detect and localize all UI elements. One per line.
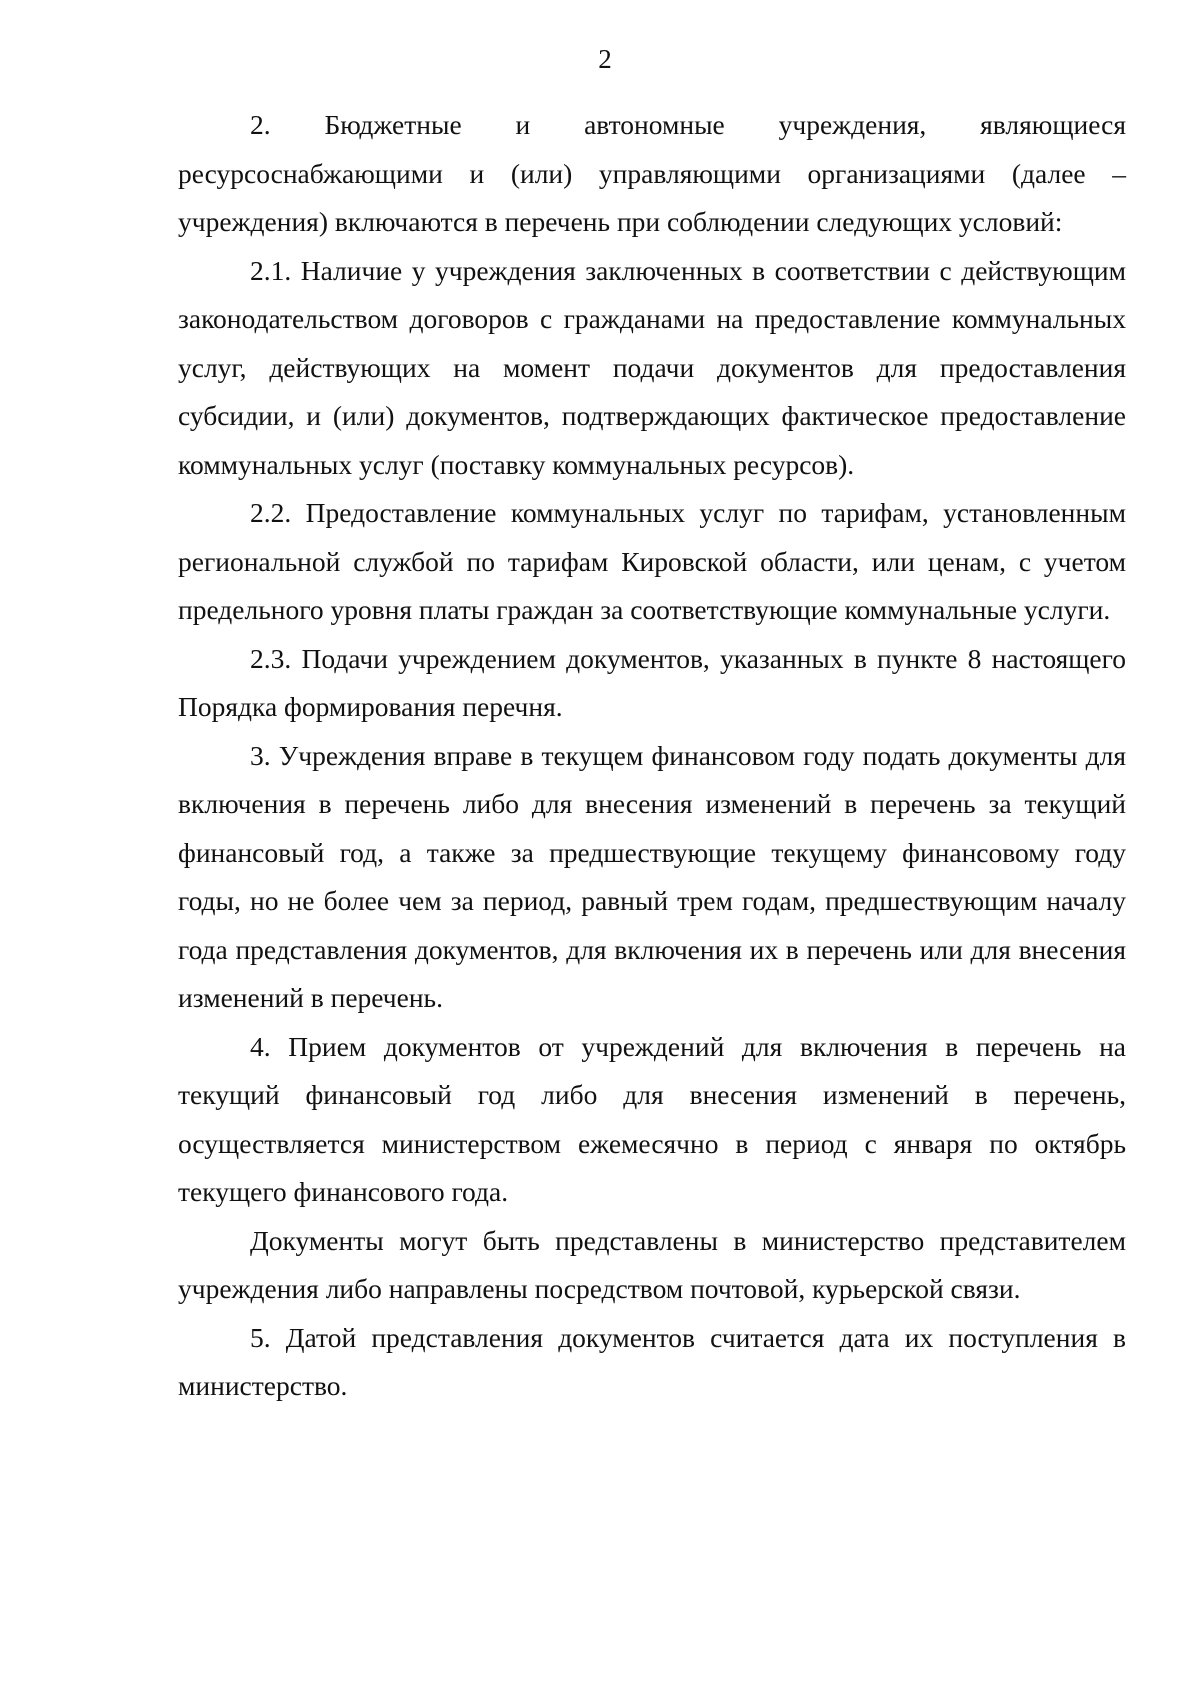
page-number: 2	[598, 44, 612, 74]
paragraph-4: 4. Прием документов от учреждений для включения в перечень на текущий финансовый год либо для внесения изменений в перечень, осуществляется министерством ежемесячно в период с января по октябрь текущего финансового года.	[178, 1030, 1126, 1207]
paragraph-2-1: 2.1. Наличие у учреждения заключенных в соответствии с действующим законодательством договоров с гражданами на предоставление коммунальных услуг, действующих на момент подачи документов для предоставления субсидии, и (или) документов, подтверждающих фактическое предоставление коммунальных услуг (поставку коммунальных ресурсов).	[178, 254, 1126, 480]
paragraph-5: 5. Датой представления документов считается дата их поступления в министерство.	[178, 1321, 1126, 1401]
paragraph-2-2: 2.2. Предоставление коммунальных услуг по тарифам, установленным региональной службой по тарифам Кировской области, или ценам, с учетом предельного уровня платы граждан за соответствующие коммунальные услуги.	[178, 497, 1126, 625]
document-body	[178, 101, 1126, 1411]
paragraph-3: 3. Учреждения вправе в текущем финансовом году подать документы для включения в перечень либо для внесения изменений в перечень за текущий финансовый год, а также за предшествующие текущему финансовому году годы, но не более чем за период, равный трем годам, предшествующим началу года представления документов, для включения их в перечень или для внесения изменений в перечень.	[178, 739, 1126, 1013]
paragraph-2: 2. Бюджетные и автономные учреждения, являющиеся ресурсоснабжающими и (или) управляющими организациями (далее – учреждения) включаются в перечень при соблюдении следующих условий:	[178, 109, 1126, 237]
paragraph-4-documents: Документы могут быть представлены в министерство представителем учреждения либо направлены посредством почтовой, курьерской связи.	[178, 1224, 1126, 1304]
paragraph-2-3: 2.3. Подачи учреждением документов, указанных в пункте 8 настоящего Порядка формирования перечня.	[178, 642, 1126, 722]
